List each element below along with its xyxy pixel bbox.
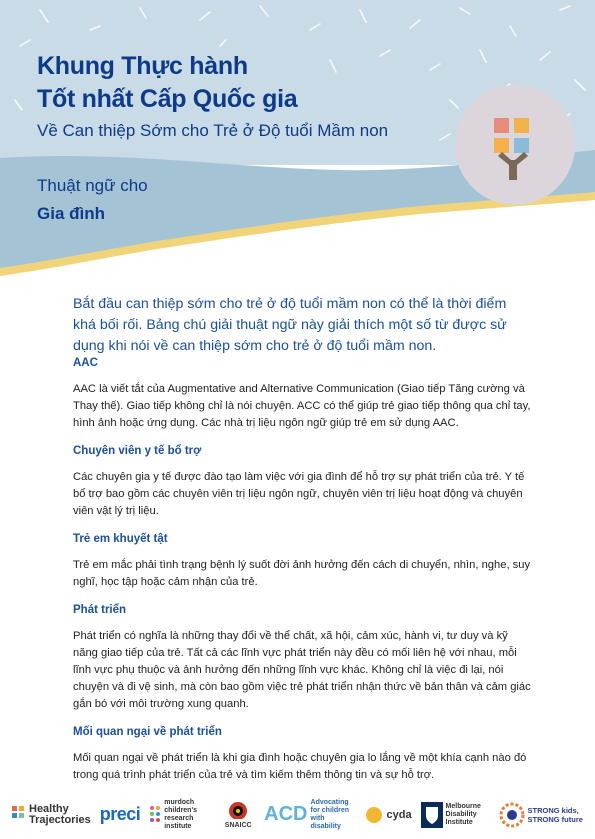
acd-logo: [264, 799, 356, 831]
glossary-definition: Phát triển có nghĩa là những thay đổi về thể chất, xã hội, cảm xúc, hành vi, tư duy và kỹ năng giao tiếp của trẻ. Tất cả các lĩnh vực phát triển này đều có mối liên hệ với nhau, mỗi lĩnh vực phụ thuộc và ảnh hưởng đến những lĩnh vực khác. Không chỉ là việc đi lại, nói chuyện và đi vệ sinh, mà còn bao gồm việc trẻ phát triển nhận thức về bản thân và cảm giác gắn bó với môi trường xung quanh.: [73, 630, 531, 710]
acd-text: Advocating for children with disability: [310, 798, 350, 830]
ht-line2: Trajectories: [29, 813, 91, 826]
strong-kids-mark-icon: [499, 802, 525, 828]
glossary-term: Mối quan ngại về phát triển: [73, 726, 222, 738]
snaicc-text: SNAICC: [224, 822, 252, 829]
glossary-entry: [73, 356, 533, 432]
page-title-line2: Tốt nhất Cấp Quốc gia: [37, 85, 298, 113]
snaicc-mark-icon: [221, 799, 255, 819]
preci-logo: preci: [99, 804, 141, 824]
healthy-trajectories-logo: [12, 804, 91, 826]
ht-line1: Healthy: [29, 802, 69, 815]
university-crest-icon: [421, 802, 443, 828]
cyda-text: cyda: [386, 808, 412, 821]
glossary-term: Trẻ em khuyết tật: [73, 533, 168, 545]
glossary-definition: AAC là viết tắt của Augmentative and Alternative Communication (Giao tiếp Tăng cường và Thay thế). Giao tiếp không chỉ là nói chuyện. ACC có thể giúp trẻ giao tiếp thông qua chỉ tay, hình ảnh hoặc ứng dụng. Các nhà trị liệu ngôn ngữ giúp trẻ em sử dụng AAC.: [73, 383, 531, 429]
strong-line2: STRONG future: [527, 814, 583, 824]
acd-mark: ACD: [264, 803, 308, 825]
cyda-logo: [365, 806, 411, 824]
strong-line1: STRONG kids,: [527, 805, 579, 815]
glossary-entry: [73, 444, 533, 520]
glossary-term: Chuyên viên y tế bổ trợ: [73, 445, 202, 457]
intro-paragraph: Bắt đầu can thiệp sớm cho trẻ ở độ tuổi mầm non có thể là thời điểm khá bối rối. Bảng chú giải thuật ngữ này giải thích một số từ được sử dụng khi nói về can thiệp sớm cho trẻ ở độ tuổi mầm non.: [73, 296, 507, 354]
glossary-list: [73, 356, 533, 796]
section-heading-line2: Gia đình: [37, 204, 105, 223]
section-heading-line1: Thuật ngữ cho: [37, 176, 148, 195]
glossary-definition: Trẻ em mắc phải tình trạng bệnh lý suốt đời ảnh hưởng đến cách di chuyển, nhìn, nghe, suy nghĩ, học tập hoặc cảm nhận của trẻ.: [73, 559, 531, 588]
mdi-logo: [421, 802, 490, 828]
glossary-entry: [73, 532, 533, 591]
ht-mark-icon: [12, 804, 26, 826]
glossary-entry: [73, 725, 533, 784]
murdoch-text: murdoch children's research institute: [164, 798, 198, 830]
glossary-entry: [73, 603, 533, 713]
glossary-definition: Các chuyên gia y tế được đào tạo làm việc với gia đình để hỗ trợ sự phát triển của trẻ. Y tế bổ trợ bao gồm các chuyên viên trị liệu ngôn ngữ, chuyên viên trị liệu hoạt động và chuyên viên vật lý trị liệu.: [73, 471, 525, 517]
page-subtitle: Về Can thiệp Sớm cho Trẻ ở Độ tuổi Mầm non: [37, 121, 389, 140]
partner-logos-footer: [0, 790, 595, 839]
page-title-line1: Khung Thực hành: [37, 52, 248, 80]
header-background: [0, 0, 595, 300]
glossary-term: AAC: [73, 357, 98, 369]
glossary-term: Phát triển: [73, 604, 127, 616]
murdoch-logo: [149, 799, 212, 831]
strong-kids-logo: [499, 802, 583, 828]
snaicc-logo: [221, 799, 255, 830]
mdi-text: Melbourne Disability Institute: [445, 802, 481, 826]
header-banner: [0, 0, 595, 300]
glossary-definition: Mối quan ngại về phát triển là khi gia đình hoặc chuyên gia lo lắng về một khía cạnh nào đó trong quá trình phát triển của trẻ và tìm kiếm thêm thông tin và sự hỗ trợ.: [73, 752, 527, 781]
murdoch-mark-icon: [149, 804, 161, 826]
cyda-mark-icon: [365, 806, 383, 824]
